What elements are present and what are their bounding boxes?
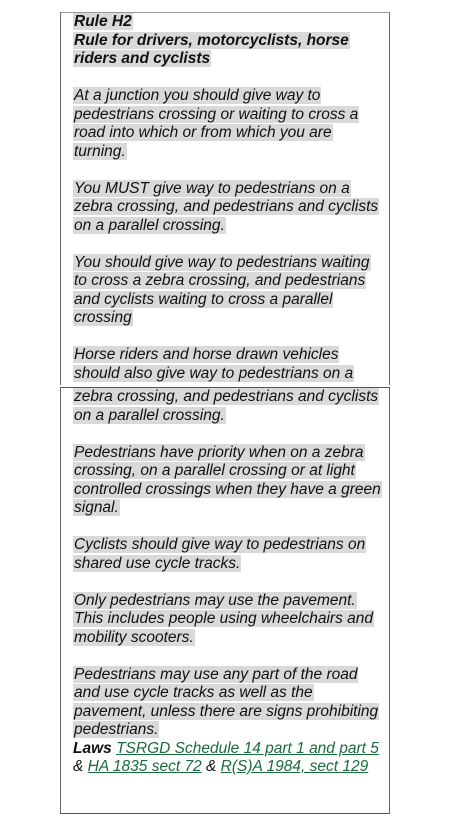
rule-id: Rule H2 bbox=[74, 13, 132, 30]
rule-paragraph: You should give way to pedestrians waiting to cross a zebra crossing, and pedestrians and cyclists waiting to cross a parallel crossing bbox=[74, 253, 370, 326]
rule-paragraph: zebra crossing, and pedestrians and cyclists on a parallel crossing. bbox=[74, 388, 379, 424]
rule-paragraph: Horse riders and horse drawn vehicles should also give way to pedestrians on a bbox=[74, 346, 354, 382]
rule-paragraph: You MUST give way to pedestrians on a zebra crossing, and pedestrians and cyclists on a parallel crossing. bbox=[74, 179, 379, 234]
law-link-tsrgd[interactable]: TSRGD Schedule 14 part 1 and part 5 bbox=[116, 739, 379, 757]
law-link-ha-1835[interactable]: HA 1835 sect 72 bbox=[87, 758, 202, 775]
rule-title: Rule for drivers, motorcyclists, horse riders and cyclists bbox=[74, 31, 349, 67]
laws-line bbox=[73, 740, 383, 777]
rule-text-bottom-panel bbox=[60, 387, 390, 814]
laws-label: Laws bbox=[73, 739, 112, 757]
rule-heading bbox=[73, 13, 383, 69]
rule-paragraph: Cyclists should give way to pedestrians on shared use cycle tracks. bbox=[74, 536, 366, 572]
rule-paragraph: At a junction you should give way to pedestrians crossing or waiting to cross a road into which or from which you are turning. bbox=[74, 87, 359, 160]
laws-separator: & bbox=[73, 758, 88, 775]
laws-separator: & bbox=[201, 758, 221, 775]
rule-text-top-panel bbox=[60, 12, 390, 385]
rule-paragraph: Pedestrians may use any part of the road and use cycle tracks as well as the pavement, unless there are signs prohibiting pedestrians. bbox=[74, 665, 379, 738]
law-link-rsa-1984[interactable]: R(S)A 1984, sect 129 bbox=[220, 758, 369, 775]
rule-paragraph: Pedestrians have priority when on a zebra crossing, on a parallel crossing or at light controlled crossings when they have a green signal. bbox=[74, 443, 381, 516]
rule-paragraph: Only pedestrians may use the pavement. This includes people using wheelchairs and mobility scooters. bbox=[74, 591, 373, 646]
